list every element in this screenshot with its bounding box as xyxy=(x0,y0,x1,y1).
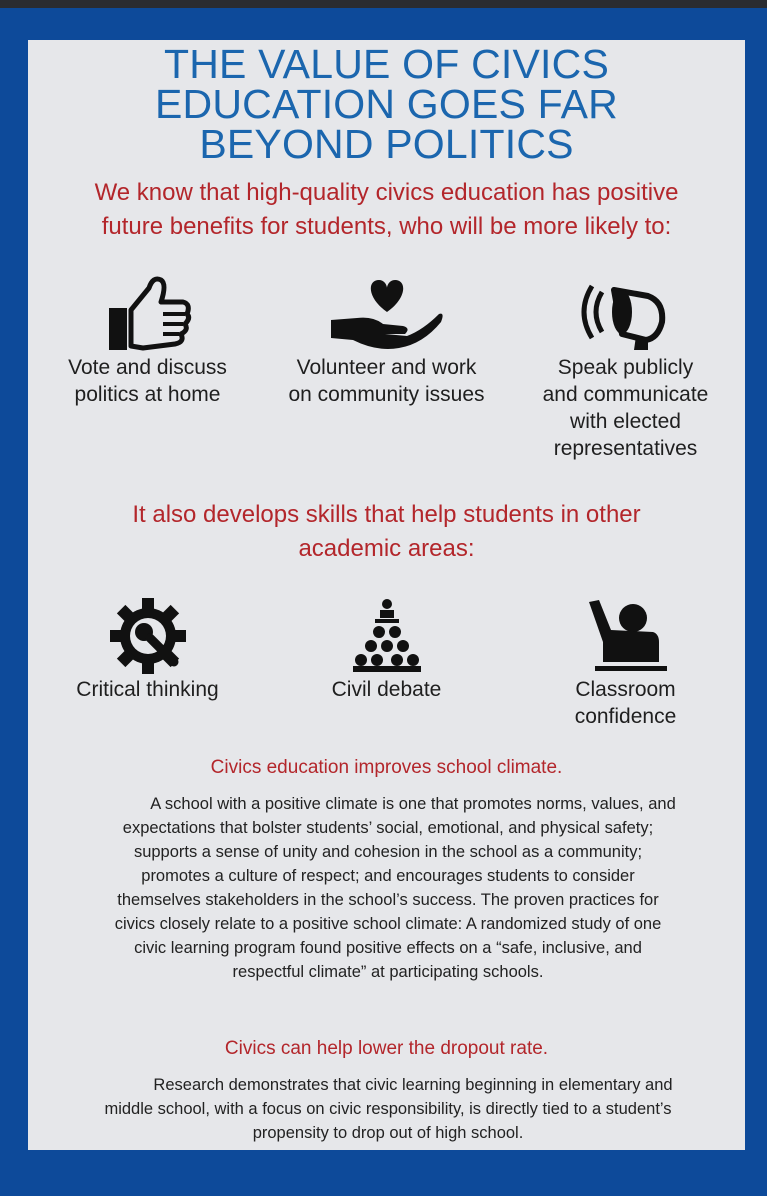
debate-audience-icon xyxy=(267,596,506,676)
benefit-label: with elected xyxy=(570,410,681,433)
benefit-label: Speak publicly xyxy=(557,356,694,379)
heart-in-hand-icon xyxy=(267,274,506,354)
benefit-label: and communicate xyxy=(542,383,709,406)
climate-heading: Civics education improves school climate. xyxy=(210,757,563,778)
skills-row xyxy=(28,596,745,730)
dropout-body: Research demonstrates that civic learning beginning in elementary and middle school, with a focus on civic responsibility, is directly tied to a student’s propensity to drop out of high school. xyxy=(104,1076,673,1142)
skill-label: confidence xyxy=(574,705,677,728)
skill-label: Civil debate xyxy=(331,678,442,701)
benefit-vote xyxy=(28,274,267,462)
raised-hand-icon xyxy=(506,596,745,676)
intro-text xyxy=(28,176,745,244)
thumbs-up-icon xyxy=(28,274,267,354)
page-title xyxy=(28,41,745,167)
skill-classroom-confidence xyxy=(506,596,745,730)
title-line: EDUCATION GOES FAR xyxy=(154,81,618,127)
gear-wrench-icon xyxy=(28,596,267,676)
skill-critical-thinking xyxy=(28,596,267,730)
skills-heading-line: It also develops skills that help students in other xyxy=(132,501,641,528)
skill-label: Critical thinking xyxy=(76,678,219,701)
benefit-label: Volunteer and work xyxy=(296,356,477,379)
title-line: BEYOND POLITICS xyxy=(199,121,574,167)
benefit-label: Vote and discuss xyxy=(68,356,227,379)
benefit-label: representatives xyxy=(553,437,698,460)
benefit-label: on community issues xyxy=(288,383,485,406)
infographic-panel xyxy=(28,40,745,1150)
skills-heading xyxy=(28,498,745,566)
benefit-label: politics at home xyxy=(74,383,221,406)
megaphone-icon xyxy=(506,274,745,354)
skill-label: Classroom xyxy=(575,678,676,701)
dropout-heading: Civics can help lower the dropout rate. xyxy=(224,1038,549,1059)
benefit-speak xyxy=(506,274,745,462)
benefits-row xyxy=(28,274,745,462)
top-bar xyxy=(0,0,767,8)
skills-heading-line: academic areas: xyxy=(298,535,475,562)
benefit-volunteer xyxy=(267,274,506,462)
intro-line: future benefits for students, who will be more likely to: xyxy=(101,213,672,240)
intro-line: We know that high-quality civics education has positive xyxy=(94,179,679,206)
climate-body: A school with a positive climate is one that promotes norms, values, and expectations that bolster students’ social, emotional, and physical safety; supports a sense of unity and cohesion in the school as a community; promotes a culture of respect; and encourages students to consider themselves stakeholders in the school’s success. The proven practices for civics closely relate to a positive school climate: A randomized study of one civic learning program found positive effects on a “safe, inclusive, and respectful climate” at participating schools. xyxy=(114,795,676,981)
title-line: THE VALUE OF CIVICS xyxy=(163,41,609,87)
skill-civil-debate xyxy=(267,596,506,730)
